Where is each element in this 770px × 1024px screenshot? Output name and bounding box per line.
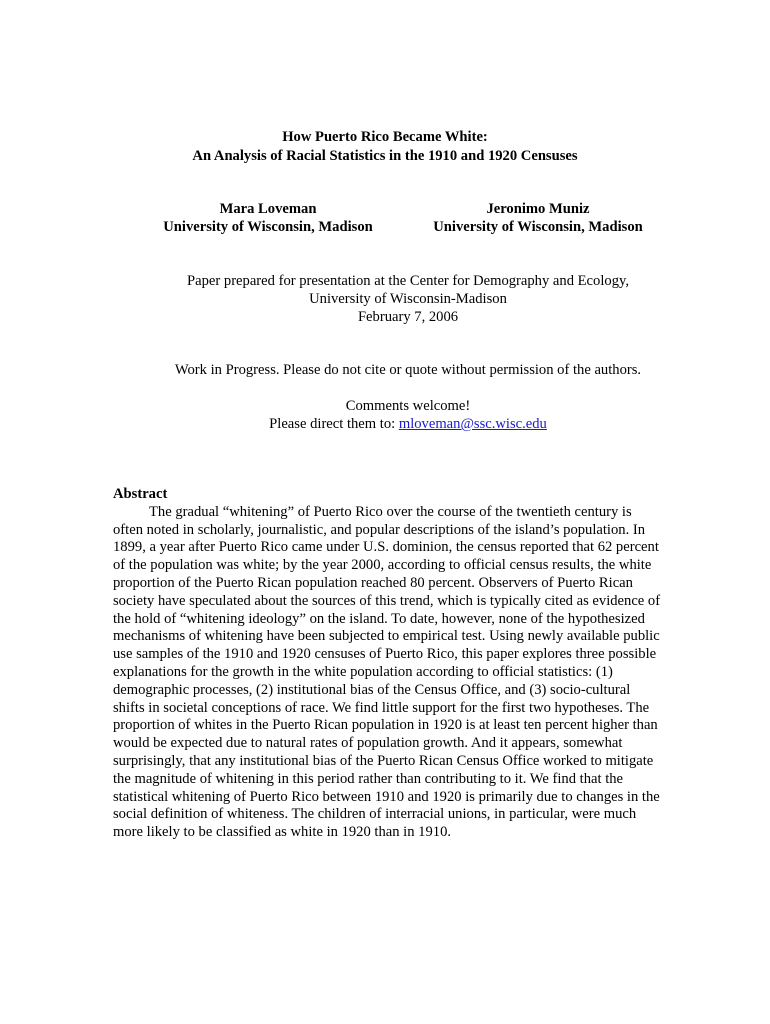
work-in-progress-notice: Work in Progress. Please do not cite or quote without permission of the authors. — [174, 362, 642, 378]
contact-line — [0, 415, 770, 433]
author-block-1 — [148, 200, 388, 236]
author-block-2 — [418, 200, 658, 236]
title-line-2: An Analysis of Racial Statistics in the 1910 and 1920 Censuses — [192, 148, 578, 164]
abstract-body: The gradual “whitening” of Puerto Rico over the course of the twentieth century is often noted in scholarly, journalistic, and popular descriptions of the island’s population. In 1899, a year after Puerto Rico came under U.S. dominion, the census reported that 62 percent of the population was white; by the year 2000, according to official census results, the white proportion of the Puerto Rican population reached 80 percent. Observers of Puerto Rican society have speculated about the sources of this trend, which is typically cited as evidence of the hold of “whitening ideology” on the island. To date, however, none of the hypothesized mechanisms of whitening have been subjected to empirical test. Using newly available public use samples of the 1910 and 1920 censuses of Puerto Rico, this paper explores three possible explanations for the growth in the white population according to official statistics: (1) demographic processes, (2) institutional bias of the Census Office, and (3) socio-cultural shifts in societal conceptions of race. We find little support for the first two hypotheses. The proportion of whites in the Puerto Rican population in 1920 is at least ten percent higher than would be expected due to natural rates of population growth. And it appears, somewhat surprisingly, that any institutional bias of the Puerto Rican Census Office worked to mitigate the magnitude of whitening in this period rather than contributing to it. We find that the statistical whitening of Puerto Rico between 1910 and 1920 is primarily due to changes in the social definition of whiteness. The children of interracial unions, in particular, were much more likely to be classified as white in 1920 than in 1910. — [113, 503, 661, 841]
prepared-line-1: Paper prepared for presentation at the Center for Demography and Ecology, — [187, 273, 629, 289]
paper-date: February 7, 2006 — [357, 309, 459, 325]
paper-title — [0, 128, 770, 166]
comments-welcome: Comments welcome! — [345, 398, 471, 414]
abstract-heading: Abstract — [113, 486, 168, 502]
contact-prefix: Please direct them to: — [269, 416, 399, 432]
presentation-note — [0, 272, 770, 326]
prepared-line-2: University of Wisconsin-Madison — [309, 291, 507, 307]
author-affiliation: University of Wisconsin, Madison — [433, 219, 643, 235]
title-line-1: How Puerto Rico Became White: — [282, 129, 488, 145]
author-name: Jeronimo Muniz — [486, 201, 590, 217]
comments-block — [0, 397, 770, 433]
email-link[interactable]: mloveman@ssc.wisc.edu — [398, 416, 547, 432]
abstract-section — [113, 486, 661, 842]
author-name: Mara Loveman — [219, 201, 317, 217]
author-affiliation: University of Wisconsin, Madison — [163, 219, 373, 235]
